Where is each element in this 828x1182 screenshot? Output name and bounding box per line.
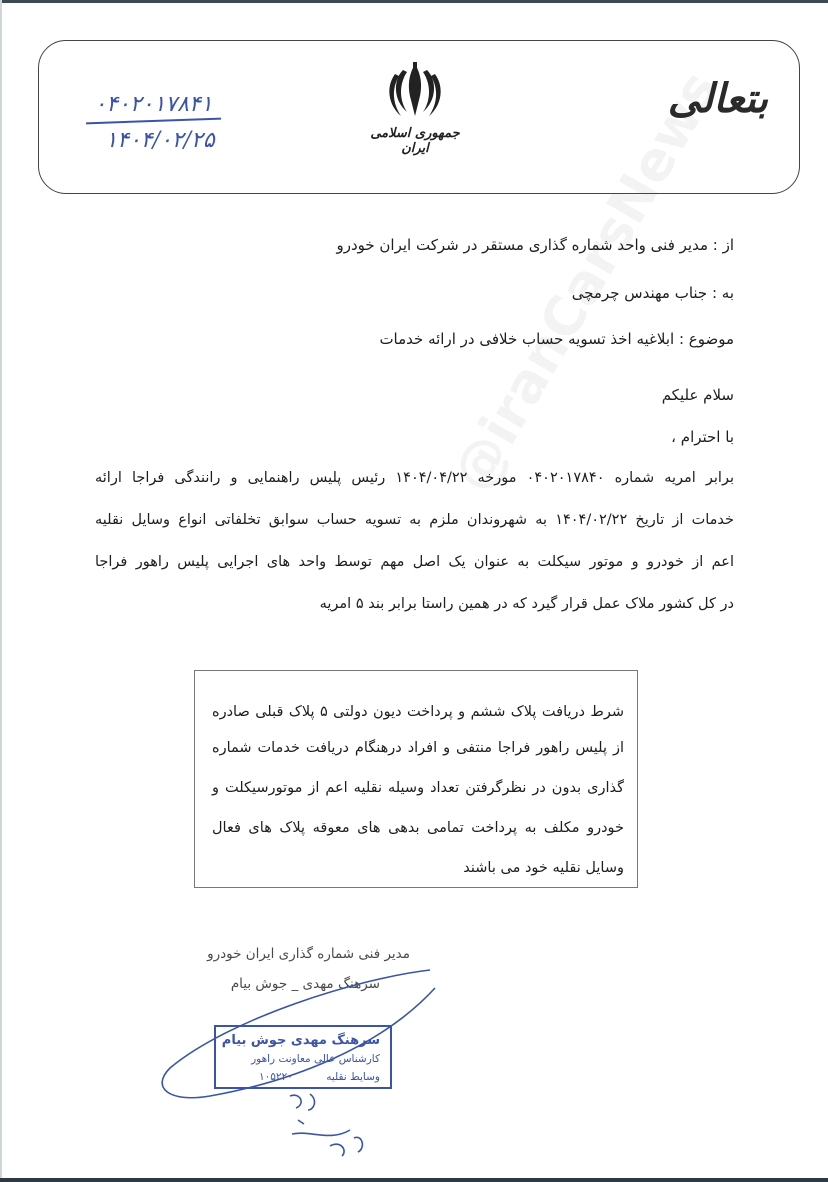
clause-line: گذاری بدون در نظرگرفتن تعداد وسیله نقلیه اعم از موتورسیکلت و (212, 780, 624, 796)
clause-line: شرط دریافت پلاک ششم و پرداخت دیون دولتی ۵ پلاک قبلی صادره (212, 704, 624, 720)
scan-top-edge (0, 0, 828, 3)
stamp-title: کارشناس عالی معاونت راهور (251, 1053, 380, 1065)
handwritten-letter-number: ۰۴۰۲۰۱۷۸۴۱ (94, 92, 213, 117)
emblem-caption: جمهوری اسلامی ایران (370, 126, 460, 156)
scan-left-edge (0, 0, 2, 1182)
bismillah-heading: بتعالی (667, 75, 768, 122)
handwritten-sign-date (270, 1090, 380, 1160)
quoted-clause-box (194, 670, 638, 888)
body-line: در کل کشور ملاک عمل قرار گیرد که در همین راستا برابر بند ۵ امریه (319, 596, 734, 612)
stamp-code: ۱۰۵۲۲۰ (259, 1071, 293, 1083)
stamp-name: سرهنگ مهدی جوش بیام (221, 1033, 380, 1048)
emblem-icon (387, 60, 443, 122)
from-line: از : مدیر فنی واحد شماره گذاری مستقر در شرکت ایران خودرو (336, 236, 734, 254)
official-stamp (214, 1025, 392, 1089)
stamp-subtitle (259, 1071, 380, 1083)
clause-line: از پلیس راهور فراجا منتفی و افراد درهنگام دریافت خدمات شماره (212, 740, 624, 756)
clause-line: خودرو مکلف به پرداخت تمامی بدهی های معوقه پلاک های فعال (212, 820, 624, 836)
greeting-line: سلام علیکم (661, 386, 734, 404)
stamp-title-2: وسایط نقلیه (326, 1071, 380, 1083)
body-line: برابر امریه شماره ۰۴۰۲۰۱۷۸۴۰ مورخه ۱۴۰۴/۰۴/۲۲ رئیس پلیس راهنمایی و رانندگی فراجا ارائه (95, 470, 734, 486)
body-line: خدمات از تاریخ ۱۴۰۴/۰۲/۲۲ به شهروندان ملزم به تسویه حساب سوابق تخلفاتی انواع وسایل نقلیه (95, 512, 734, 528)
signatory-title: مدیر فنی شماره گذاری ایران خودرو (207, 946, 410, 962)
to-line: به : جناب مهندس چرمچی (571, 284, 734, 302)
clause-line: وسایل نقلیه خود می باشند (463, 860, 624, 876)
subject-line: موضوع : ابلاغیه اخذ تسویه حساب خلافی در ارائه خدمات (379, 330, 734, 348)
handwritten-letter-date: ۱۴۰۴/۰۲/۲۵ (105, 128, 215, 153)
scan-bottom-edge (0, 1178, 828, 1182)
signatory-name: سرهنگ مهدی _ جوش بیام (230, 976, 380, 992)
body-line: اعم از خودرو و موتور سیکلت به عنوان یک اصل مهم توسط واحد های اجرایی پلیس راهور فراجا (95, 554, 734, 570)
national-emblem (360, 60, 470, 156)
respect-line: با احترام ، (671, 428, 734, 446)
